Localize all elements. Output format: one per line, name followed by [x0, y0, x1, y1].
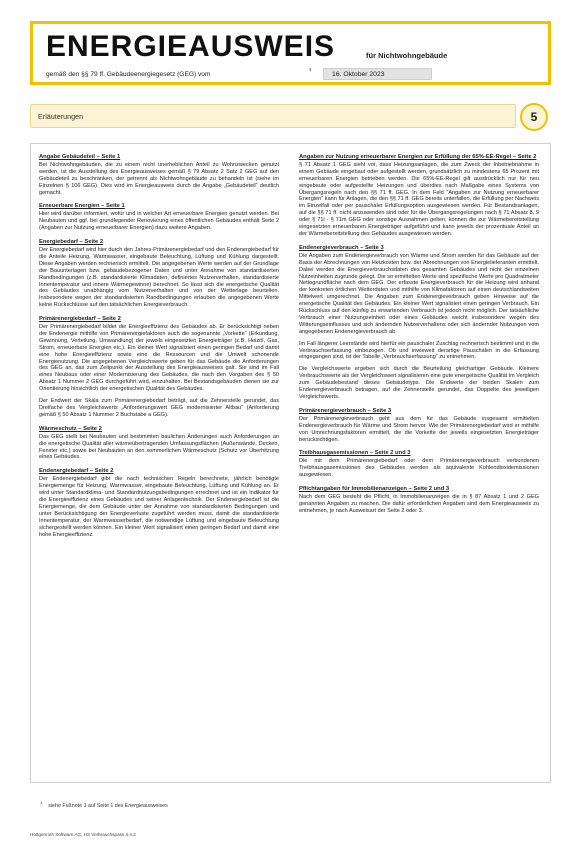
explanation-section: [39, 154, 279, 196]
section-paragraph: § 71 Absatz 1 GEG sieht vor, dass Heizungsanlagen, die zum Zweck der Inbetriebnahme in einem Gebäude eingebaut oder aufgestellt werden, grundsätzlich zu mindestens 65 Prozent mit erneuerbaren Energien betrieben werden. Die 65%-EE-Regel gilt ausdrücklich nur für neu eingebaute oder aufgestellte Heizungen und überdies nach Maßgabe eines Systems von Übergangsregeln nach den §§ 71 ff. GEG. In dem Feld "Angaben zur Nutzung erneuerbarer Energien" kann für Anlagen, die den §§ 71 ff. GEG bereits unterfallen, die Erfüllung per Nachweis im Einzelfall oder per pauschaler Erfüllungsoption ausgewiesen werden. Für Bestandsanlagen, auf die §§ 71 ff. nicht anzuwenden sind oder für die Übergangsregelungen nach § 71 Absatz 8, 9 oder § 71i - § 71m GEG oder sonstige Ausnahmen gelten, können die zur Wärmebereitstellung eingesetzten erneuerbaren Energieträger aufgeführt und kann jeweils der prozentuale Anteil an der Wärmebereitstellung des Gebäudes ausgewiesen werden.: [299, 161, 539, 237]
section-paragraph: Die Angaben zum Endenergieverbrauch von Wärme und Strom werden für das Gebäude auf der Basis der Abrechnungen von Heizkosten bzw. der Abrechnungen von Energielieferanten ermittelt. Dabei werden die Energieverbrauchsdaten des gesamten Gebäudes und nicht der einzelnen Nutzeinheiten zugrunde gelegt. Die so ermittelten Werte sind spezifische Werte pro Quadratmeter Nettogrundfläche nach dem GEG. Der erfasste Energieverbrauch für die Heizung wird anhand der konkreten örtlichen Wetterdaten und mithilfe von Klimafaktoren auf einen deutschlandweiten Mittelwert umgerechnet. Die Angaben zum Endenergieverbrauch geben Hinweise auf die energetische Qualität des Gebäudes. Ein kleiner Wert signalisiert einen geringen Verbrauch. Ein Rückschluss auf den künftig zu erwartenden Verbrauch ist jedoch nicht möglich. Der tatsächliche Verbrauch einer Nutzungseinheit oder eines Gebäudes weicht insbesondere wegen des Witterungseinflusses und sich ändernden Nutzerverhaltens oder sich ändernder Nutzungen vom angegebenen Endenergieverbrauch ab.: [299, 252, 539, 335]
explanation-section: [39, 426, 279, 462]
section-heading: Endenergieverbrauch – Seite 3: [299, 244, 384, 251]
section-heading: Angabe Gebäudeteil – Seite 1: [39, 154, 121, 160]
footnote-mark: 1: [309, 67, 312, 72]
document-title: ENERGIEAUSWEIS: [46, 30, 336, 63]
explanation-section: [39, 203, 279, 232]
section-paragraph: Der Primärenergiebedarf bildet die Energieeffizienz des Gebäudes ab. Er berücksichtigt neben der Endenergie mithilfe von Primärenergiefaktoren auch die sogenannte „Vorkette“ (Erkundung, Gewinnung, Verteilung, Umwandlung) der jeweils eingesetzten Energieträger (z.B. Heizöl, Gas, Strom, erneuerbare Energien etc.). Ein kleiner Wert signalisiert einen geringen Bedarf und damit eine hohe Energieeffizienz sowie eine die Ressourcen und die Umwelt schonende Energienutzung. Die angegebenen Vergleichswerte geben für das Gebäude die Anforderungen des GEG an, das zum Zeitpunkt der Ausstellung des Energieausweises galt. Sie sind im Fall eines Neubaus oder einer Modernisierung des Gebäudes, die nach den Vorgaben des § 50 Absatz 1 Nummer 2 GEG durchgeführt wird, einzuhalten. Bei Bestandsgebäuden dienen sie zur Orientierung hinsichtlich der energetischen Qualität des Gebäudes.: [39, 324, 279, 393]
section-heading: Primärenergieverbrauch – Seite 3: [299, 407, 392, 414]
law-reference: gemäß den §§ 79 ff. Gebäudeenergiegesetz (GEG) vom: [46, 71, 211, 78]
explanations-content: [30, 143, 551, 783]
document-subtitle: für Nichtwohngebäude: [366, 51, 448, 60]
section-heading: Endenergiebedarf – Seite 2: [39, 468, 114, 475]
right-column: [299, 154, 539, 522]
section-paragraph: Der Primärenergieverbrauch geht aus dem für das Gebäude insgesamt ermittelten Endenergieverbrauch für Wärme und Strom hervor. Wie der Primärenergiebedarf wird er mithilfe von Umrechnungsfaktoren ermittelt, die die Vorkette der jeweils eingesetzten Energieträger berücksichtigen.: [299, 415, 539, 443]
section-paragraph: Der Endenergiebedarf gibt die nach technischen Regeln berechnete, jährlich benötigte Energiemenge für Heizung, Warmwasser, eingebaute Beleuchtung, Lüftung und Kühlung an. Er wird unter Standardklima- und Standardnutzungsbedingungen errechnet und ist ein Indikator für die Energieeffizienz eines Gebäudes und seiner Anlagentechnik. Der Endenergiebedarf ist die Energiemenge, die dem Gebäude unter der Annahme von standardisierten Bedingungen und unter Berücksichtigung der Energieverluste zugeführt werden muss, damit die standardisierte Innentemperatur, der Warmwasserbedarf, die notwendige Lüftung und eingebaute Beleuchtung sichergestellt werden können. Ein kleiner Wert signalisiert einen geringen Bedarf und damit eine hohe Energieeffizienz.: [39, 476, 279, 538]
footnote-number: 1: [40, 800, 43, 805]
section-heading: Energiebedarf – Seite 2: [39, 239, 104, 246]
section-paragraph: Der Endwert der Skala zum Primärenergiebedarf beträgt, auf die Zehnerstelle gerundet, das Dreifache des Vergleichswerts „Anforderungswert GEG modernisierter Altbau“ (Anforderung gemäß § 50 Absatz 1 Nummer 2 Buchstabe a GEG).: [39, 398, 279, 418]
section-heading: Pflichtangaben für Immobilienanzeigen – Seite 2 und 3: [299, 486, 450, 493]
explanation-section: [39, 468, 279, 538]
explanation-section: [299, 245, 539, 401]
section-paragraph: Im Fall längerer Leerstände wird hierfür ein pauschaler Zuschlag rechnerisch bestimmt und in die Verbrauchserfassung einbezogen. Ob und inwieweit derartige Pauschalen in die Erfassung eingegangen sind, ist der Tabelle „Verbrauchserfassung“ zu entnehmen.: [299, 340, 539, 361]
explanation-section: [299, 486, 539, 515]
section-paragraph: Bei Nichtwohngebäuden, die zu einem nicht unerheblichen Anteil zu Wohnzwecken genutzt werden, ist die Ausstellung des Energieausweises gemäß § 79 Absatz 2 Satz 2 GEG auf den Gebäudeteil zu beschränken, der getrennt als Nichtwohngebäude zu behandeln ist (siehe im Einzelnen § 106 GEG). Dies wird im Energieausweis durch die Angabe „Gebäudeteil“ deutlich gemacht.: [39, 161, 279, 196]
issue-date-field: 16. Oktober 2023: [323, 68, 432, 80]
explanation-section: [299, 450, 539, 479]
page-number-badge: 5: [520, 103, 548, 131]
section-heading: Angaben zur Nutzung erneuerbarer Energien zur Erfüllung der 65%-EE-Regel – Seite 2: [299, 154, 537, 160]
header-box: [30, 21, 551, 85]
footnote: [40, 800, 168, 809]
explanation-section: [299, 408, 539, 444]
software-footer: Hottgenroth Software AG, HS Verbrauchspass 4.4.3: [30, 832, 136, 837]
section-header-bar: [30, 104, 516, 128]
section-heading: Erneuerbare Energien – Seite 1: [39, 203, 125, 210]
section-title: Erläuterungen: [38, 112, 84, 121]
footnote-text: siehe Fußnote 1 auf Seite 1 des Energieausweises: [48, 802, 168, 809]
section-heading: Wärmeschutz – Seite 2: [39, 425, 102, 432]
explanation-section: [299, 154, 539, 238]
section-heading: Primärenergiebedarf – Seite 2: [39, 316, 121, 323]
section-paragraph: Die Vergleichswerte ergeben sich durch die Beurteilung gleichartiger Gebäude. Kleinere Verbrauchswerte als der Vergleichswert signalisieren eine gute energetische Qualität im Vergleich zum Gebäudebestand dieses Gebäudetyps. Die Endwerte der beiden Skalen zum Endenergieverbrauch betragen, auf die Zehnerstelle gerundet, das Doppelte des jeweiligen Vergleichswerts.: [299, 366, 539, 400]
section-paragraph: Hier wird darüber informiert, wofür und in welcher Art erneuerbare Energien genutzt werden. Bei Neubauten und ggf. bei grundlegender Renovierung eines öffentlichen Gebäudes enthält Seite 2 (Angaben zur Nutzung erneuerbarer Energien) dazu weitere Angaben.: [39, 211, 279, 232]
section-paragraph: Das GEG stellt bei Neubauten und bestimmten baulichen Änderungen auch Anforderungen an die energetische Qualität aller wärmeübertragenden Umfassungsflächen (Außenwände, Decken, Fenster etc.) sowie bei Neubauten an den sommerlichen Wärmeschutz (Schutz vor Überhitzung eines Gebäudes.: [39, 433, 279, 461]
section-paragraph: Die mit dem Primärenergiebedarf oder dem Primärenergieverbrauch verbundenen Treibhausgasemissionen des Gebäudes werden als äquivalente Kohlendioxidemissionen ausgewiesen.: [299, 458, 539, 479]
section-paragraph: Nach dem GEG besteht die Pflicht, in Immobilienanzeigen die in § 87 Absatz 1 und 2 GEG genannten Angaben zu machen. Die dafür erforderlichen Angaben sind dem Energieausweis zu entnehmen, je nach Ausweisart der Seite 2 oder 3.: [299, 493, 539, 514]
explanation-section: [39, 316, 279, 419]
section-paragraph: Der Energiebedarf wird hier durch den Jahres-Primärenergiebedarf und den Endenergiebedarf für die Anteile Heizung, Warmwasser, eingebaute Beleuchtung, Lüftung und Kühlung dargestellt. Diese Angaben werden rechnerisch ermittelt. Die angegebenen Werte werden auf der Grundlage der Bauunterlagen bzw. gebäudebezogener Daten und unter Annahme von standardisierten Randbedingungen (z.B. standardisierte Klimadaten, definiertes Nutzerverhalten, standardisierte Innentemperatur und innere Wärmegewinne) berechnet. So lässt sich die energetische Qualität des Gebäudes unabhängig vom Nutzerverhalten und von der Wetterlage beurteilen. Insbesondere wegen der standardisierten Randbedingungen erlauben die angegebenen Werte keine Rückschlüsse auf den tatsächlichen Energieverbrauch.: [39, 246, 279, 309]
left-column: [39, 154, 279, 545]
section-heading: Treibhausgasemissionen – Seite 2 und 3: [299, 450, 411, 457]
explanation-section: [39, 239, 279, 309]
